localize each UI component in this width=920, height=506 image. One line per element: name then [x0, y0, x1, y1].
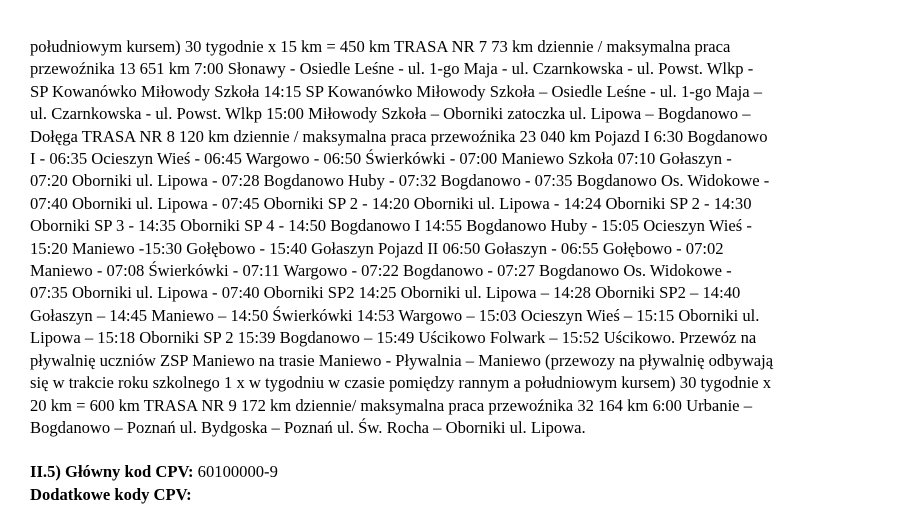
paragraph-line: Maniewo - 07:08 Świerkówki - 07:11 Wargowo - 07:22 Bogdanowo - 07:27 Bogdanowo Os. Widokowe -: [30, 261, 732, 281]
paragraph-line: 07:35 Oborniki ul. Lipowa - 07:40 Oborniki SP2 14:25 Oborniki ul. Lipowa – 14:28 Oborniki SP2 – 14:40: [30, 283, 741, 303]
paragraph-line: Bogdanowo – Poznań ul. Bydgoska – Poznań ul. Św. Rocha – Oborniki ul. Lipowa.: [30, 417, 586, 437]
paragraph-line: przewoźnika 13 651 km 7:00 Słonawy - Osiedle Leśne - ul. 1-go Maja - ul. Czarnkowska - ul. Powst. Wlkp -: [30, 59, 754, 79]
additional-cpv-row: [30, 484, 890, 506]
paragraph-line: Gołaszyn – 14:45 Maniewo – 14:50 Świerkówki 14:53 Wargowo – 15:03 Ocieszyn Wieś – 15:15 Oborniki ul.: [30, 305, 760, 325]
paragraph-line: Oborniki SP 3 - 14:35 Oborniki SP 4 - 14:50 Bogdanowo I 14:55 Bogdanowo Huby - 15:05 Ocieszyn Wieś -: [30, 216, 752, 236]
paragraph-line: 07:40 Oborniki ul. Lipowa - 07:45 Oborniki SP 2 - 14:20 Oborniki ul. Lipowa - 14:24 Oborniki SP 2 - 14:30: [30, 193, 752, 213]
paragraph-line: Dołęga TRASA NR 8 120 km dziennie / maksymalna praca przewoźnika 23 040 km Pojazd I 6:30 Bogdanowo: [30, 126, 768, 146]
document-body: [30, 36, 890, 506]
main-cpv-row: [30, 461, 890, 483]
paragraph-line: ul. Czarnkowska - ul. Powst. Wlkp 15:00 Miłowody Szkoła – Oborniki zatoczka ul. Lipowa – Bogdanowo –: [30, 104, 751, 124]
main-cpv-label: II.5) Główny kod CPV:: [30, 462, 194, 482]
paragraph-line: SP Kowanówko Miłowody Szkoła 14:15 SP Kowanówko Miłowody Szkoła – Osiedle Leśne - ul. 1-go Maja –: [30, 81, 763, 101]
paragraph-line: 07:20 Oborniki ul. Lipowa - 07:28 Bogdanowo Huby - 07:32 Bogdanowo - 07:35 Bogdanowo Os. Widokowe -: [30, 171, 770, 191]
cpv-section: [30, 461, 890, 506]
additional-cpv-label: Dodatkowe kody CPV:: [30, 484, 192, 504]
paragraph-line: się w trakcie roku szkolnego 1 x w tygodniu w czasie pomiędzy rannym a południowym kursem) 30 tygodnie x: [30, 373, 772, 393]
main-cpv-value: 60100000-9: [197, 462, 278, 482]
paragraph-line: Lipowa – 15:18 Oborniki SP 2 15:39 Bogdanowo – 15:49 Uścikowo Folwark – 15:52 Uścikowo. Przewóz na: [30, 328, 757, 348]
route-description-paragraph: [30, 36, 890, 439]
paragraph-line: pływalnię uczniów ZSP Maniewo na trasie Maniewo - Pływalnia – Maniewo (przewozy na pływalnię odbywają: [30, 350, 774, 370]
paragraph-line: 15:20 Maniewo -15:30 Gołębowo - 15:40 Gołaszyn Pojazd II 06:50 Gołaszyn - 06:55 Gołębowo - 07:02: [30, 238, 724, 258]
paragraph-line: 20 km = 600 km TRASA NR 9 172 km dziennie/ maksymalna praca przewoźnika 32 164 km 6:00 Urbanie –: [30, 395, 752, 415]
paragraph-line: południowym kursem) 30 tygodnie x 15 km = 450 km TRASA NR 7 73 km dziennie / maksymalna praca: [30, 37, 731, 56]
paragraph-line: I - 06:35 Ocieszyn Wieś - 06:45 Wargowo - 06:50 Świerkówki - 07:00 Maniewo Szkoła 07:10 Gołaszyn -: [30, 149, 732, 169]
